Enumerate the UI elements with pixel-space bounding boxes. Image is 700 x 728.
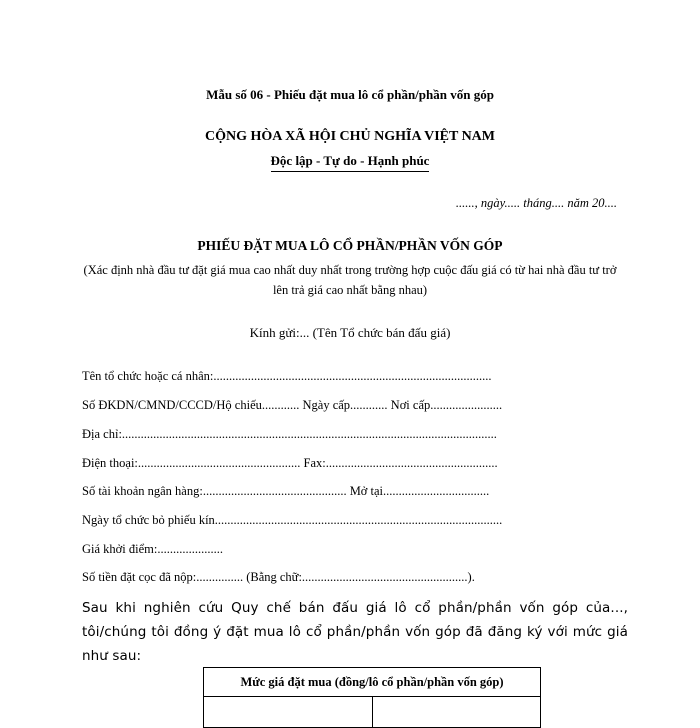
- field-id-document: Số ĐKDN/CMND/CCCD/Hộ chiếu............ Ngày cấp............ Nơi cấp.......................: [82, 398, 503, 412]
- motto: Độc lập - Tự do - Hạnh phúc: [271, 153, 430, 172]
- addressee-line: Kính gửi:... (Tên Tổ chức bán đấu giá): [249, 325, 451, 340]
- field-vote-date: Ngày tổ chức bỏ phiếu kín............................................................................................: [82, 513, 503, 527]
- table-cell: [204, 697, 373, 728]
- field-name: Tên tổ chức hoặc cá nhân:.........................................................................................: [82, 369, 492, 383]
- document-title: PHIẾU ĐẶT MUA LÔ CỔ PHẦN/PHẦN VỐN GÓP: [197, 238, 503, 253]
- table-header-cell: Mức giá đặt mua (đồng/lô cổ phần/phần vốn góp): [204, 668, 541, 697]
- field-address: Địa chỉ:........................................................................................................................: [82, 427, 497, 441]
- table-row: [204, 697, 541, 728]
- field-bank-account: Số tài khoản ngân hàng:.............................................. Mở tại..................................: [82, 484, 490, 498]
- form-number: Mẫu số 06 - Phiếu đặt mua lô cổ phần/phần vốn góp: [206, 87, 494, 102]
- date-line: ......, ngày..... tháng.... năm 20....: [455, 196, 617, 210]
- agreement-paragraph: Sau khi nghiên cứu Quy chế bán đấu giá lô cổ phần/phần vốn góp của..., tôi/chúng tôi đồng ý đặt mua lô cổ phần/phần vốn góp đã đăng ký với mức giá như sau:: [82, 600, 628, 664]
- document-subtitle: (Xác định nhà đầu tư đặt giá mua cao nhất duy nhất trong trường hợp cuộc đấu giá có từ hai nhà đầu tư trở lên trả giá cao nhất bằng nhau): [83, 263, 617, 297]
- table-header-row: [204, 668, 541, 697]
- nation-heading: CỘNG HÒA XÃ HỘI CHỦ NGHĨA VIỆT NAM: [204, 129, 495, 144]
- field-start-price: Giá khởi điểm:.....................: [82, 542, 223, 556]
- table-cell: [373, 697, 541, 728]
- field-phone-fax: Điện thoại:.................................................... Fax:.......................................................: [82, 456, 498, 470]
- price-table: [203, 667, 541, 728]
- motto-wrapper: [0, 153, 700, 172]
- field-deposit: Số tiền đặt cọc đã nộp:............... (Bằng chữ:.....................................................).: [82, 570, 475, 584]
